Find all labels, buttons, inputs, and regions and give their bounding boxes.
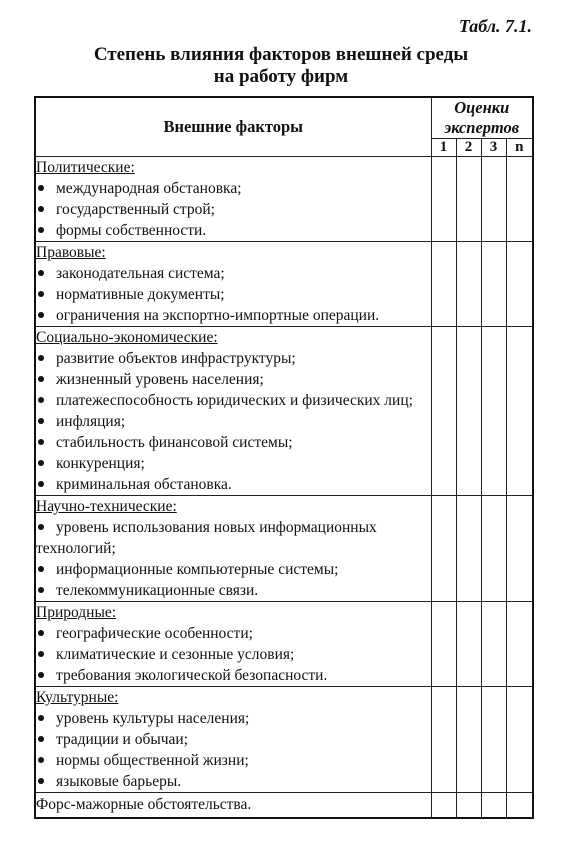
table-title-line-1: Степень влияния факторов внешней среды <box>93 44 469 65</box>
header-expert-ratings <box>431 97 533 139</box>
rating-cell <box>506 242 533 327</box>
bullet-icon <box>38 672 44 678</box>
factor-group-cell <box>35 602 431 687</box>
rating-cell <box>456 157 481 242</box>
rating-cell <box>431 793 456 819</box>
bullet-icon <box>38 715 44 721</box>
table-row <box>35 327 533 496</box>
factor-item <box>36 750 431 771</box>
factor-group-name: Социально-экономические: <box>36 329 218 346</box>
bullet-icon <box>38 651 44 657</box>
table-row <box>35 157 533 242</box>
factor-item-text: традиции и обычаи; <box>56 731 189 748</box>
rating-cell <box>481 327 506 496</box>
table-row <box>35 496 533 602</box>
rating-cell <box>506 793 533 819</box>
factor-group-name: Научно-технические: <box>36 498 177 515</box>
bullet-icon <box>38 227 44 233</box>
table-title <box>0 44 562 88</box>
rating-cell <box>456 496 481 602</box>
factor-item <box>36 771 431 792</box>
factor-item <box>36 729 431 750</box>
rating-cell <box>456 242 481 327</box>
factor-item-text: климатические и сезонные условия; <box>56 646 295 663</box>
factor-item-text: нормативные документы; <box>56 286 225 303</box>
bullet-icon <box>38 418 44 424</box>
bullet-icon <box>38 397 44 403</box>
factor-group-name: Природные: <box>36 604 117 621</box>
factor-item <box>36 453 431 474</box>
factor-item <box>36 644 431 665</box>
factor-item <box>36 284 431 305</box>
header-ratings-line-1: Оценки <box>454 98 510 117</box>
bullet-icon <box>38 270 44 276</box>
rating-cell <box>506 327 533 496</box>
bullet-icon <box>38 185 44 191</box>
factor-item <box>36 474 431 495</box>
factor-group-name: Правовые: <box>36 244 106 261</box>
rating-cell <box>431 242 456 327</box>
factor-group-cell <box>35 242 431 327</box>
factor-item <box>36 411 431 432</box>
factor-item-text: языковые барьеры. <box>56 773 182 790</box>
factor-item <box>36 623 431 644</box>
bullet-icon <box>38 481 44 487</box>
header-external-factors: Внешние факторы <box>35 97 431 157</box>
bullet-icon <box>38 355 44 361</box>
factor-group-cell <box>35 496 431 602</box>
factor-group-cell <box>35 687 431 793</box>
bullet-icon <box>38 524 44 530</box>
factor-item-text: законодательная система; <box>56 265 225 282</box>
factor-item-text: уровень использования новых информационных технологий; <box>36 519 377 557</box>
factor-item <box>36 390 431 411</box>
bullet-icon <box>38 736 44 742</box>
factor-item-text: формы собственности. <box>56 222 207 239</box>
factor-item-text: государственный строй; <box>56 201 215 218</box>
factor-item <box>36 559 431 580</box>
rating-cell <box>431 157 456 242</box>
table-row <box>35 602 533 687</box>
rating-cell <box>481 602 506 687</box>
factor-groups <box>35 157 533 793</box>
factor-item <box>36 348 431 369</box>
rating-cell <box>456 793 481 819</box>
force-majeure-cell: Форс-мажорные обстоятельства. <box>35 793 431 819</box>
bullet-icon <box>38 757 44 763</box>
factor-item-text: уровень культуры населения; <box>56 710 250 727</box>
rating-cell <box>456 687 481 793</box>
rating-cell <box>431 496 456 602</box>
factor-item-text: географические особенности; <box>56 625 253 642</box>
bullet-icon <box>38 312 44 318</box>
factor-item <box>36 708 431 729</box>
header-ratings-line-2: экспертов <box>444 118 520 137</box>
bullet-icon <box>38 206 44 212</box>
rating-cell <box>481 687 506 793</box>
factor-item <box>36 517 431 559</box>
factor-item-text: инфляция; <box>56 413 126 430</box>
rating-cell <box>481 157 506 242</box>
header-col-n: n <box>506 139 533 157</box>
table-row <box>35 687 533 793</box>
factor-group-cell <box>35 327 431 496</box>
factor-item-text: развитие объектов инфраструктуры; <box>56 350 296 367</box>
factor-group-name: Культурные: <box>36 689 119 706</box>
bullet-icon <box>38 291 44 297</box>
bullet-icon <box>38 566 44 572</box>
factor-item-text: конкуренция; <box>56 455 145 472</box>
factor-item <box>36 263 431 284</box>
rating-cell <box>481 496 506 602</box>
rating-cell <box>431 327 456 496</box>
header-col-3: 3 <box>481 139 506 157</box>
factor-item <box>36 199 431 220</box>
table-number-label: Табл. 7.1. <box>458 16 532 36</box>
factor-item-text: нормы общественной жизни; <box>56 752 249 769</box>
factor-item <box>36 220 431 241</box>
factor-item <box>36 305 431 326</box>
factor-item-text: ограничения на экспортно-импортные операции. <box>56 307 380 324</box>
factor-item <box>36 665 431 686</box>
rating-cell <box>506 687 533 793</box>
bullet-icon <box>38 778 44 784</box>
table-row <box>35 793 533 819</box>
factor-group-name: Политические: <box>36 159 135 176</box>
bullet-icon <box>38 439 44 445</box>
factor-item-text: международная обстановка; <box>56 180 242 197</box>
factor-item-text: платежеспособность юридических и физических лиц; <box>56 392 413 409</box>
bullet-icon <box>38 460 44 466</box>
rating-cell <box>456 602 481 687</box>
factor-item <box>36 580 431 601</box>
factor-group-cell <box>35 157 431 242</box>
rating-cell <box>506 602 533 687</box>
factor-item-text: жизненный уровень населения; <box>56 371 264 388</box>
rating-cell <box>506 157 533 242</box>
factor-item-text: стабильность финансовой системы; <box>56 434 293 451</box>
factor-item-text: телекоммуникационные связи. <box>56 582 259 599</box>
table-row <box>35 242 533 327</box>
table-title-line-2: на работу фирм <box>213 66 349 87</box>
rating-cell <box>506 496 533 602</box>
bullet-icon <box>38 376 44 382</box>
factor-item <box>36 369 431 390</box>
factor-item-text: требования экологической безопасности. <box>56 667 328 684</box>
rating-cell <box>431 602 456 687</box>
rating-cell <box>431 687 456 793</box>
bullet-icon <box>38 630 44 636</box>
rating-cell <box>481 242 506 327</box>
factor-item <box>36 178 431 199</box>
rating-cell <box>481 793 506 819</box>
bullet-icon <box>38 587 44 593</box>
factor-item-text: информационные компьютерные системы; <box>56 561 339 578</box>
factors-table <box>34 96 534 819</box>
rating-cell <box>456 327 481 496</box>
header-col-1: 1 <box>431 139 456 157</box>
header-col-2: 2 <box>456 139 481 157</box>
factor-item-text: криминальная обстановка. <box>56 476 232 493</box>
factor-item <box>36 432 431 453</box>
